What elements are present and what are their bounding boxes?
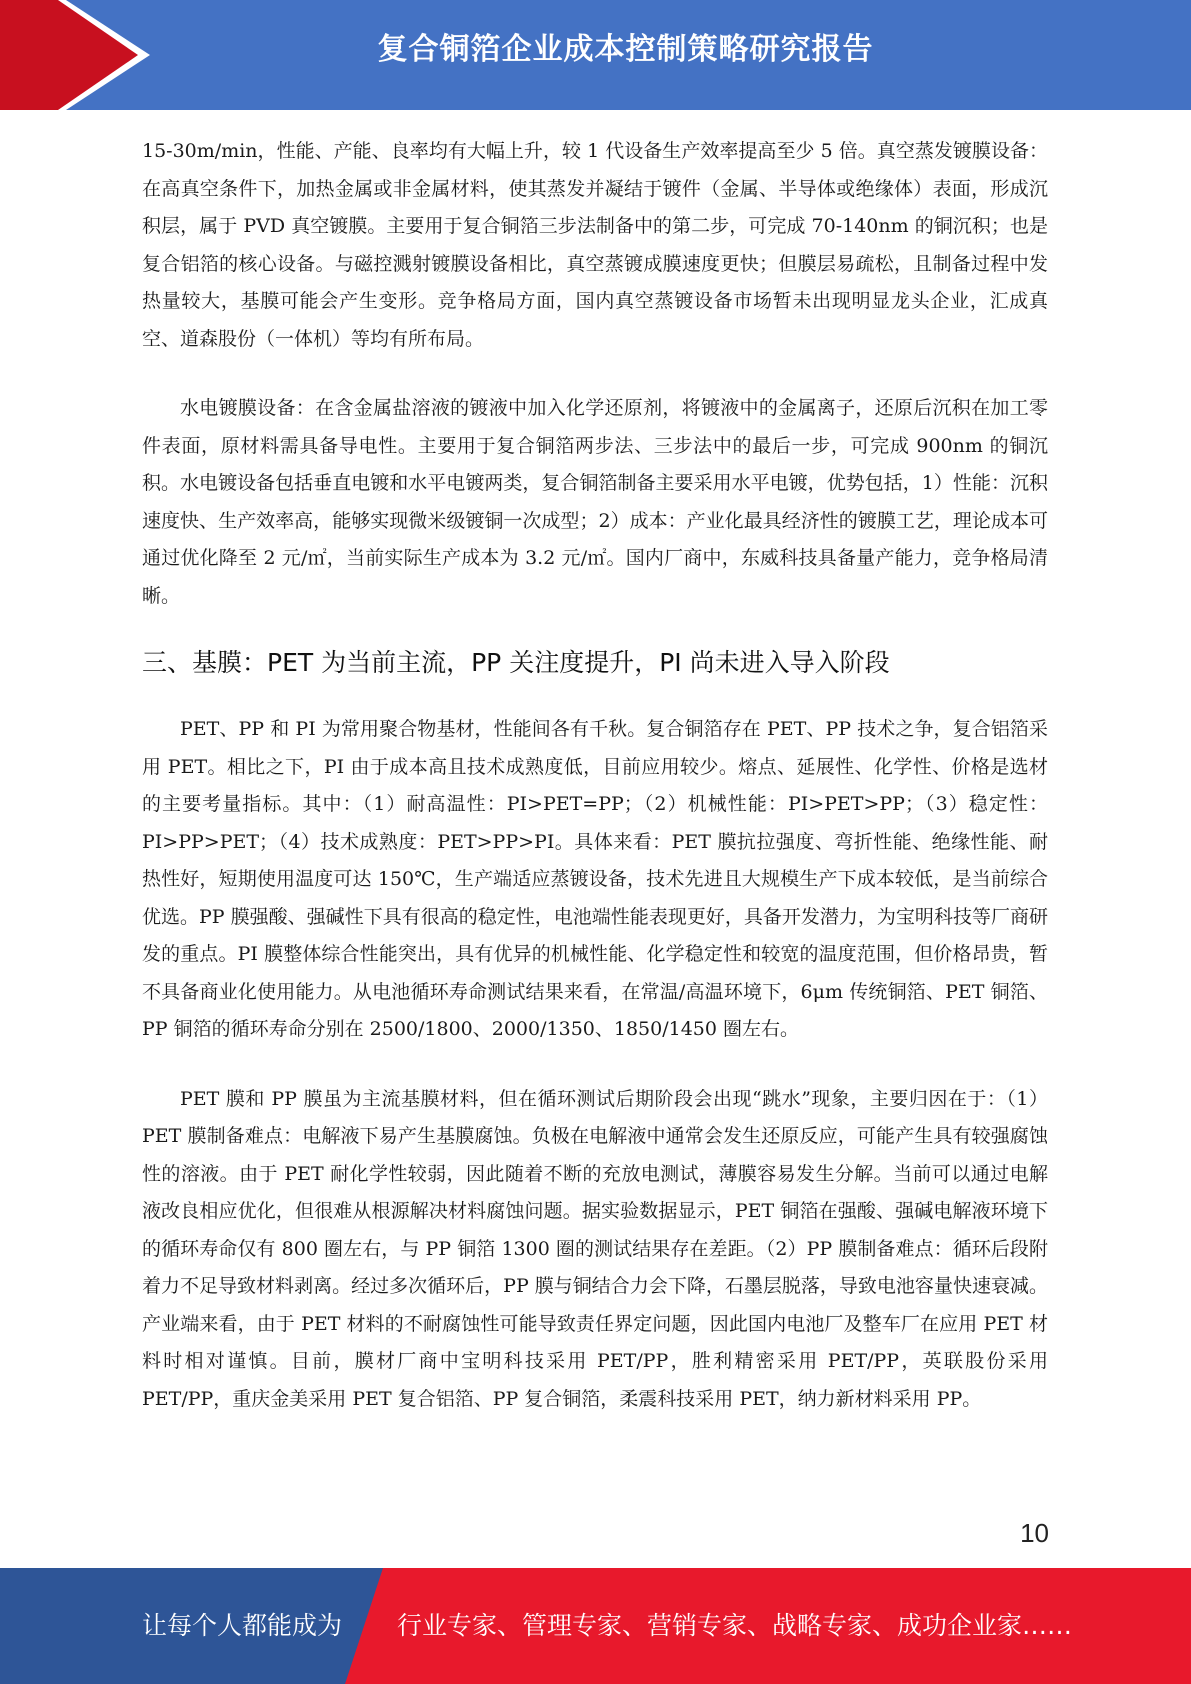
section-heading: 三、基膜：PET 为当前主流，PP 关注度提升，PI 尚未进入导入阶段: [142, 648, 890, 677]
paragraph-film-difficulties: PET 膜和 PP 膜虽为主流基膜材料，但在循环测试后期阶段会出现“跳水”现象，主要归因在于：（1）PET 膜制备难点：电解液下易产生基膜腐蚀。负极在电解液中通常会发生还原反应，可能产生具有较强腐蚀性的溶液。由于 PET 耐化学性较弱，因此随着不断的充放电测试，薄膜容易发生分解。当前可以通过电解液改良相应优化，但很难从根源解决材料腐蚀问题。据实验数据显示，PET 铜箔在强酸、强碱电解液环境下的循环寿命仅有 800 圈左右，与 PP 铜箔 1300 圈的测试结果存在差距。（2）PP 膜制备难点：循环后段附着力不足导致材料剥离。经过多次循环后，PP 膜与铜结合力会下降，石墨层脱落，导致电池容量快速衰减。产业端来看，由于 PET 材料的不耐腐蚀性可能导致责任界定问题，因此国内电池厂及整车厂在应用 PET 材料时相对谨慎。目前，膜材厂商中宝明科技采用 PET/PP，胜利精密采用 PET/PP，英联股份采用 PET/PP，重庆金美采用 PET 复合铝箔、PP 复合铜箔，柔震科技采用 PET，纳力新材料采用 PP。: [142, 1087, 1048, 1410]
page-number: 10: [1020, 1518, 1049, 1548]
footer-slogan-right: 行业专家、管理专家、营销专家、战略专家、成功企业家……: [397, 1611, 1073, 1640]
page-body: [142, 133, 1048, 1418]
document-title: 复合铜箔企业成本控制策略研究报告: [377, 32, 874, 67]
footer-slogan-left: 让每个人都能成为: [142, 1611, 343, 1640]
paragraph-base-film: PET、PP 和 PI 为常用聚合物基材，性能间各有千秋。复合铜箔存在 PET、PP 技术之争，复合铝箔采用 PET。相比之下，PI 由于成本高且技术成熟度低，目前应用较少。熔点、延展性、化学性、价格是选材的主要考量指标。其中：（1）耐高温性：PI>PET=PP；（2）机械性能：PI>PET>PP；（3）稳定性：PI>PP>PET；（4）技术成熟度：PET>PP>PI。具体来看：PET 膜抗拉强度、弯折性能、绝缘性能、耐热性好，短期使用温度可达 150℃，生产端适应蒸镀设备，技术先进且大规模生产下成本较低，是当前综合优选。PP 膜强酸、强碱性下具有很高的稳定性，电池端性能表现更好，具备开发潜力，为宝明科技等厂商研发的重点。PI 膜整体综合性能突出，具有优异的机械性能、化学稳定性和较宽的温度范围，但价格昂贵，暂不具备商业化使用能力。从电池循环寿命测试结果来看，在常温/高温环境下，6μm 传统铜箔、PET 铜箔、PP 铜箔的循环寿命分别在 2500/1800、2000/1350、1850/1450 圈左右。: [142, 718, 1048, 1040]
page-header: [0, 0, 1191, 110]
paragraph-vacuum-evaporation: 15-30m/min，性能、产能、良率均有大幅上升，较 1 代设备生产效率提高至少 5 倍。真空蒸发镀膜设备：在高真空条件下，加热金属或非金属材料，使其蒸发并凝结于镀件（金属、半导体或绝缘体）表面，形成沉积层，属于 PVD 真空镀膜。主要用于复合铜箔三步法制备中的第二步，可完成 70-140nm 的铜沉积；也是复合铝箔的核心设备。与磁控溅射镀膜设备相比，真空蒸镀成膜速度更快；但膜层易疏松，且制备过程中发热量较大，基膜可能会产生变形。竞争格局方面，国内真空蒸镀设备市场暂未出现明显龙头企业，汇成真空、道森股份（一体机）等均有所布局。: [142, 140, 1048, 350]
paragraph-water-plating: 水电镀膜设备：在含金属盐溶液的镀液中加入化学还原剂，将镀液中的金属离子，还原后沉积在加工零件表面，原材料需具备导电性。主要用于复合铜箔两步法、三步法中的最后一步，可完成 900nm 的铜沉积。水电镀设备包括垂直电镀和水平电镀两类，复合铜箔制备主要采用水平电镀，优势包括，1）性能：沉积速度快、生产效率高，能够实现微米级镀铜一次成型；2）成本：产业化最具经济性的镀膜工艺，理论成本可通过优化降至 2 元/㎡，当前实际生产成本为 3.2 元/㎡。国内厂商中，东威科技具备量产能力，竞争格局清晰。: [142, 397, 1048, 607]
page-footer: [0, 1568, 1191, 1684]
